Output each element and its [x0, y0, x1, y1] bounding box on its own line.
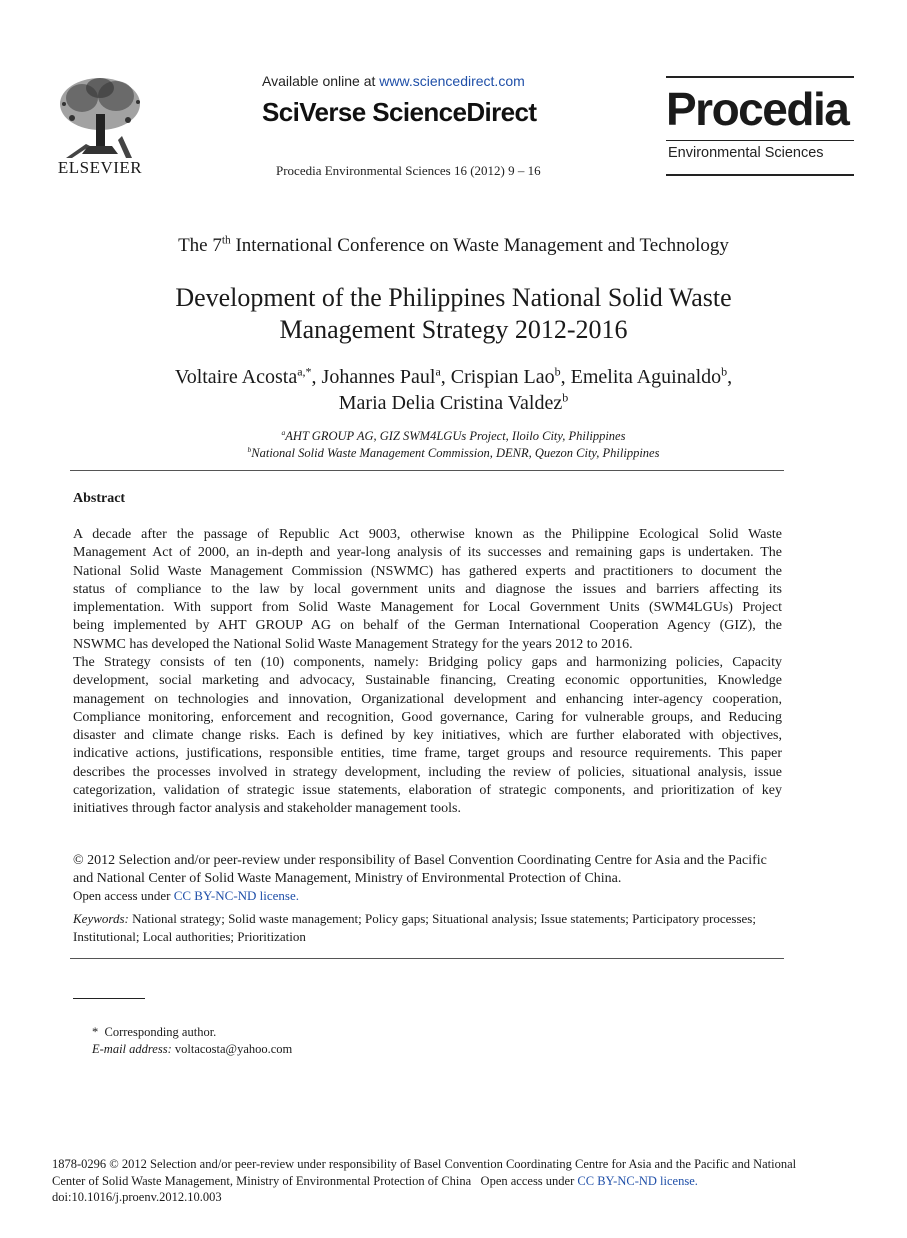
keywords	[73, 910, 785, 946]
author-affiliation-mark: b	[554, 364, 561, 379]
abstract-line: development, social marketing and advocacy, Sustainable financing, Creating economic opportunities, Knowledge	[73, 673, 782, 689]
abstract-line: being implemented by AHT GROUP AG on behalf of the German International Cooperation Agency (GIZ), the	[73, 618, 782, 634]
elsevier-wordmark: ELSEVIER	[57, 158, 143, 177]
abstract-line: The Strategy consists of ten (10) components, namely: Bridging policy gaps and harmonizing policies, Capacity	[73, 655, 782, 670]
procedia-subtitle: Environmental Sciences	[668, 145, 824, 161]
keywords-line-1: National strategy; Solid waste management; Policy gaps; Situational analysis; Issue statements; Participatory processes;	[128, 911, 756, 926]
corresponding-mark: *	[92, 1025, 99, 1039]
email-label: E-mail address:	[92, 1042, 172, 1056]
abstract-line: disaster and climate change risks. Each is defined by key initiatives, which are further elaborated with objectives,	[73, 728, 782, 744]
author-affiliation-mark: a,*	[297, 364, 312, 379]
keywords-line-2: Institutional; Local authorities; Prioritization	[73, 929, 306, 944]
abstract-line: indicative actions, justifications, responsible entities, time frame, target groups and resource requirements. This paper	[73, 746, 782, 762]
email-address[interactable]: voltacosta@yahoo.com	[174, 1042, 293, 1056]
affiliation-b: $^b$National Solid Waste Management Commission, DENR, Quezon City, Philippines	[247, 444, 660, 460]
abstract-line: management on technologies and innovation, Organizational development and enhancing inter-agency cooperation,	[73, 691, 782, 707]
author-name: Crispian Lao	[450, 366, 555, 388]
author-name: Maria Delia Cristina Valdez	[338, 392, 563, 414]
affiliations	[0, 428, 907, 462]
abstract-line: categorization, validation of strategic issue statements, elaboration of strategic components, and prioritization of key	[73, 783, 782, 799]
abstract-line: A decade after the passage of Republic Act 9003, otherwise known as the Philippine Ecological Solid Waste	[73, 527, 782, 542]
copyright-line-1: © 2012 Selection and/or peer-review under responsibility of Basel Convention Coordinating Centre for Asia and the Pacific	[73, 853, 767, 868]
keywords-label: Keywords:	[73, 911, 129, 926]
abstract-paragraph-2	[73, 654, 782, 819]
abstract-paragraph-1	[73, 526, 782, 654]
sciencedirect-link[interactable]: www.sciencedirect.com	[379, 73, 525, 89]
footnote-rule	[73, 998, 145, 999]
author-name: Johannes Paul	[321, 366, 436, 388]
abstract-line: Compliance monitoring, enforcement and recognition, Good governance, Caring for vulnerable groups, and Reducing	[73, 709, 782, 725]
journal-reference: Procedia Environmental Sciences 16 (2012) 9 – 16	[276, 163, 541, 178]
header-divider	[70, 470, 784, 471]
bottom-line-2: Center of Solid Waste Management, Ministry of Environmental Protection of China	[52, 1173, 472, 1188]
bottom-line-1: 1878-0296 © 2012 Selection and/or peer-review under responsibility of Basel Convention Coordinating Centre for Asia and the Pacific and National	[52, 1157, 797, 1171]
corresponding-author-note: Corresponding author.	[104, 1025, 217, 1039]
bottom-copyright	[52, 1156, 862, 1206]
abstract-line: status of compliance to the law by local government units and diagnose the issues and barriers affecting its	[73, 581, 782, 597]
author-name: Emelita Aguinaldo	[570, 366, 722, 388]
author-name: Voltaire Acosta	[174, 366, 298, 388]
available-online-line	[262, 73, 525, 89]
author-affiliation-mark: a	[435, 364, 441, 379]
sciverse-sciencedirect-logo: SciVerse ScienceDirect	[262, 97, 537, 127]
abstract-line: National Solid Waste Management Commission (NSWMC) has gathered experts and practitioners to document the	[73, 563, 782, 579]
abstract-line: NSWMC has developed the National Solid Waste Management Strategy for the years 2012 to 2016.	[73, 636, 633, 652]
conference-line: The 7th International Conference on Waste Management and Technology	[178, 234, 729, 256]
copyright-line-2: and National Center of Solid Waste Management, Ministry of Environmental Protection of China.	[73, 870, 622, 886]
tree-icon	[52, 74, 148, 160]
abstract-line: initiatives through factor analysis and stakeholder management tools.	[73, 801, 462, 817]
abstract-heading: Abstract	[73, 491, 126, 506]
keywords-divider	[70, 958, 784, 959]
abstract-line: describes the processes involved in strategy development, including the review of policies, situational analysis, issue	[73, 764, 782, 780]
abstract-line: Management Act of 2000, an in-depth and year-long analysis of its successes and remaining gaps is undertaken. The	[73, 545, 782, 561]
author-list: Voltaire Acosta$^{a,*}$, Johannes Paul$^a$, Crispian Lao$^b$, Emelita Aguinaldo$^b$, Maria Delia Cristina Valdez$^b$	[174, 364, 733, 414]
paper-title	[0, 282, 907, 346]
procedia-journal-logo	[666, 76, 854, 176]
procedia-wordmark: Procedia	[666, 83, 849, 135]
title-line-2: Management Strategy 2012-2016	[279, 315, 628, 344]
author-affiliation-mark: b	[562, 390, 569, 405]
bottom-open-access-label: Open access under	[480, 1173, 578, 1188]
open-access-label: Open access under	[73, 888, 174, 903]
available-prefix: Available online at	[262, 73, 380, 89]
title-line-1: Development of the Philippines National Solid Waste	[175, 283, 732, 312]
copyright-statement	[73, 852, 813, 905]
affiliation-a: $^a$AHT GROUP AG, GIZ SWM4LGUs Project, Iloilo City, Philippines	[281, 427, 626, 443]
author-affiliation-mark: b	[721, 364, 728, 379]
license-link[interactable]: CC BY-NC-ND license.	[173, 888, 300, 903]
bottom-license-link[interactable]: CC BY-NC-ND license.	[577, 1173, 698, 1188]
doi[interactable]: doi:10.1016/j.proenv.2012.10.003	[52, 1190, 222, 1204]
footnotes	[92, 1024, 292, 1058]
abstract-line: implementation. With support from Solid Waste Management for Local Government Units (SWM4LGUs) Project	[73, 600, 782, 616]
